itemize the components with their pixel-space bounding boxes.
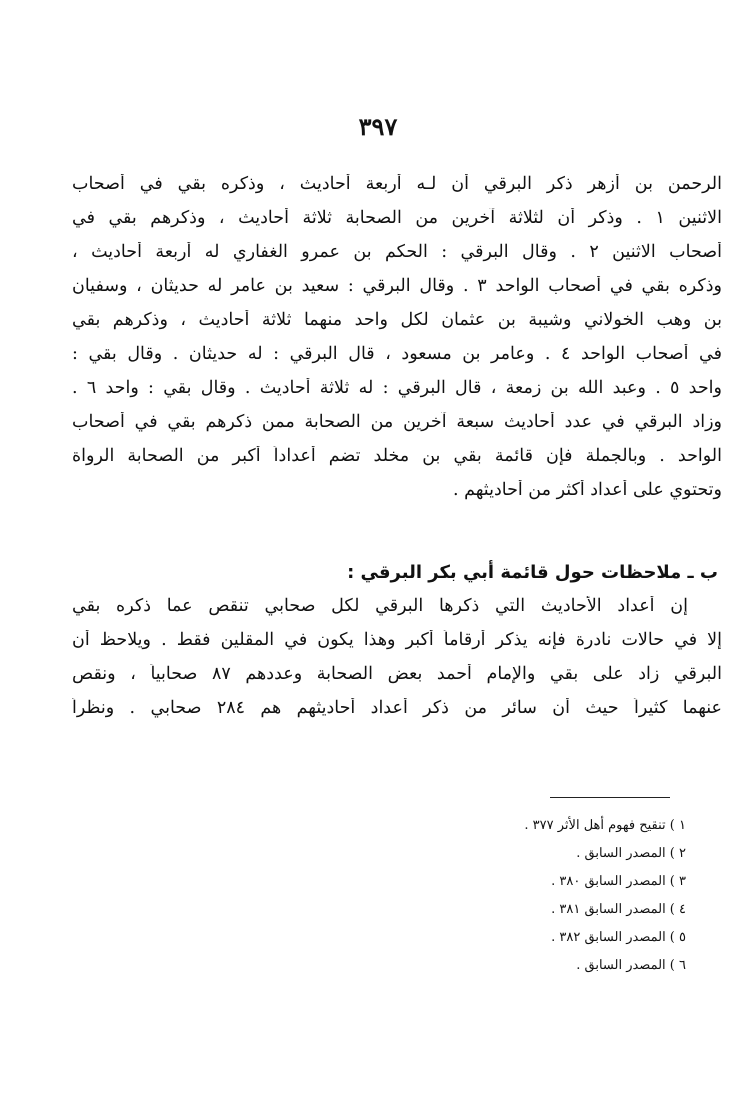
footnote: ٣ ) المصدر السابق ٣٨٠ . bbox=[551, 874, 686, 889]
paragraph-2-line: البرقي زاد على بقي والإمام أحمد بعض الصحابة وعددهم ٨٧ صحابياً ، ونقص bbox=[72, 664, 722, 684]
footnote: ٤ ) المصدر السابق ٣٨١ . bbox=[551, 902, 686, 917]
paragraph-1-line: وتحتوي على أعداد أكثر من أحاديثهم . bbox=[452, 480, 722, 500]
footnote: ١ ) تنقيح فهوم أهل الأثر ٣٧٧ . bbox=[524, 818, 686, 833]
paragraph-1-line: الرحمن بن أزهر ذكر البرقي أن لـه أربعة أحاديث ، وذكره بقي في أصحاب bbox=[72, 174, 722, 194]
footnote: ٦ ) المصدر السابق . bbox=[576, 958, 686, 973]
paragraph-1-line: الاثنين ١ . وذكر أن لثلاثة آخرين من الصحابة ثلاثة أحاديث ، وذكرهم بقي في bbox=[72, 208, 722, 228]
paragraph-1-line: أصحاب الاثنين ٢ . وقال البرقي : الحكم بن عمرو الغفاري له أربعة أحاديث ، bbox=[72, 242, 722, 262]
paragraph-1-line: الواحد . وبالجملة فإن قائمة بقي بن مخلد تضم أعداداً أكبر من الصحابة الرواة bbox=[72, 446, 722, 466]
footnote-divider bbox=[550, 797, 670, 798]
section-title: ب ـ ملاحظات حول قائمة أبي بكر البرقي : bbox=[347, 562, 718, 583]
paragraph-2-line: إلا في حالات نادرة فإنه يذكر أرقاماً أكبر وهذا يكون في المقلين فقط . ويلاحظ أن bbox=[72, 630, 722, 650]
paragraph-1 bbox=[72, 174, 722, 524]
paragraph-1-line: وذكره بقي في أصحاب الواحد ٣ . وقال البرقي : سعيد بن عامر له حديثان ، وسفيان bbox=[72, 276, 722, 296]
paragraph-2 bbox=[72, 596, 722, 736]
paragraph-1-line: وزاد البرقي في عدد أحاديث سبعة آخرين من الصحابة ممن ذكرهم بقي في أصحاب bbox=[72, 412, 722, 432]
page-number: ٣٩٧ bbox=[358, 112, 398, 141]
footnote: ٥ ) المصدر السابق ٣٨٢ . bbox=[551, 930, 686, 945]
paragraph-1-line: واحد ٥ . وعبد الله بن زمعة ، قال البرقي : له ثلاثة أحاديث . وقال بقي : واحد ٦ . bbox=[72, 378, 722, 398]
footnote: ٢ ) المصدر السابق . bbox=[576, 846, 686, 861]
paragraph-2-line: عنهما كثيراً حيث أن سائر من ذكر أعداد أحاديثهم هم ٢٨٤ صحابي . ونظراً bbox=[72, 698, 722, 718]
paragraph-1-line: بن وهب الخولاني وشيبة بن عثمان لكل واحد منهما ثلاثة أحاديث ، وذكرهم بقي bbox=[72, 310, 722, 330]
paragraph-2-line: إن أعداد الأحاديث التي ذكرها البرقي لكل صحابي تنقص عما ذكره بقي bbox=[72, 596, 688, 616]
paragraph-1-line: في أصحاب الواحد ٤ . وعامر بن مسعود ، قال البرقي : له حديثان . وقال بقي : bbox=[72, 344, 722, 364]
